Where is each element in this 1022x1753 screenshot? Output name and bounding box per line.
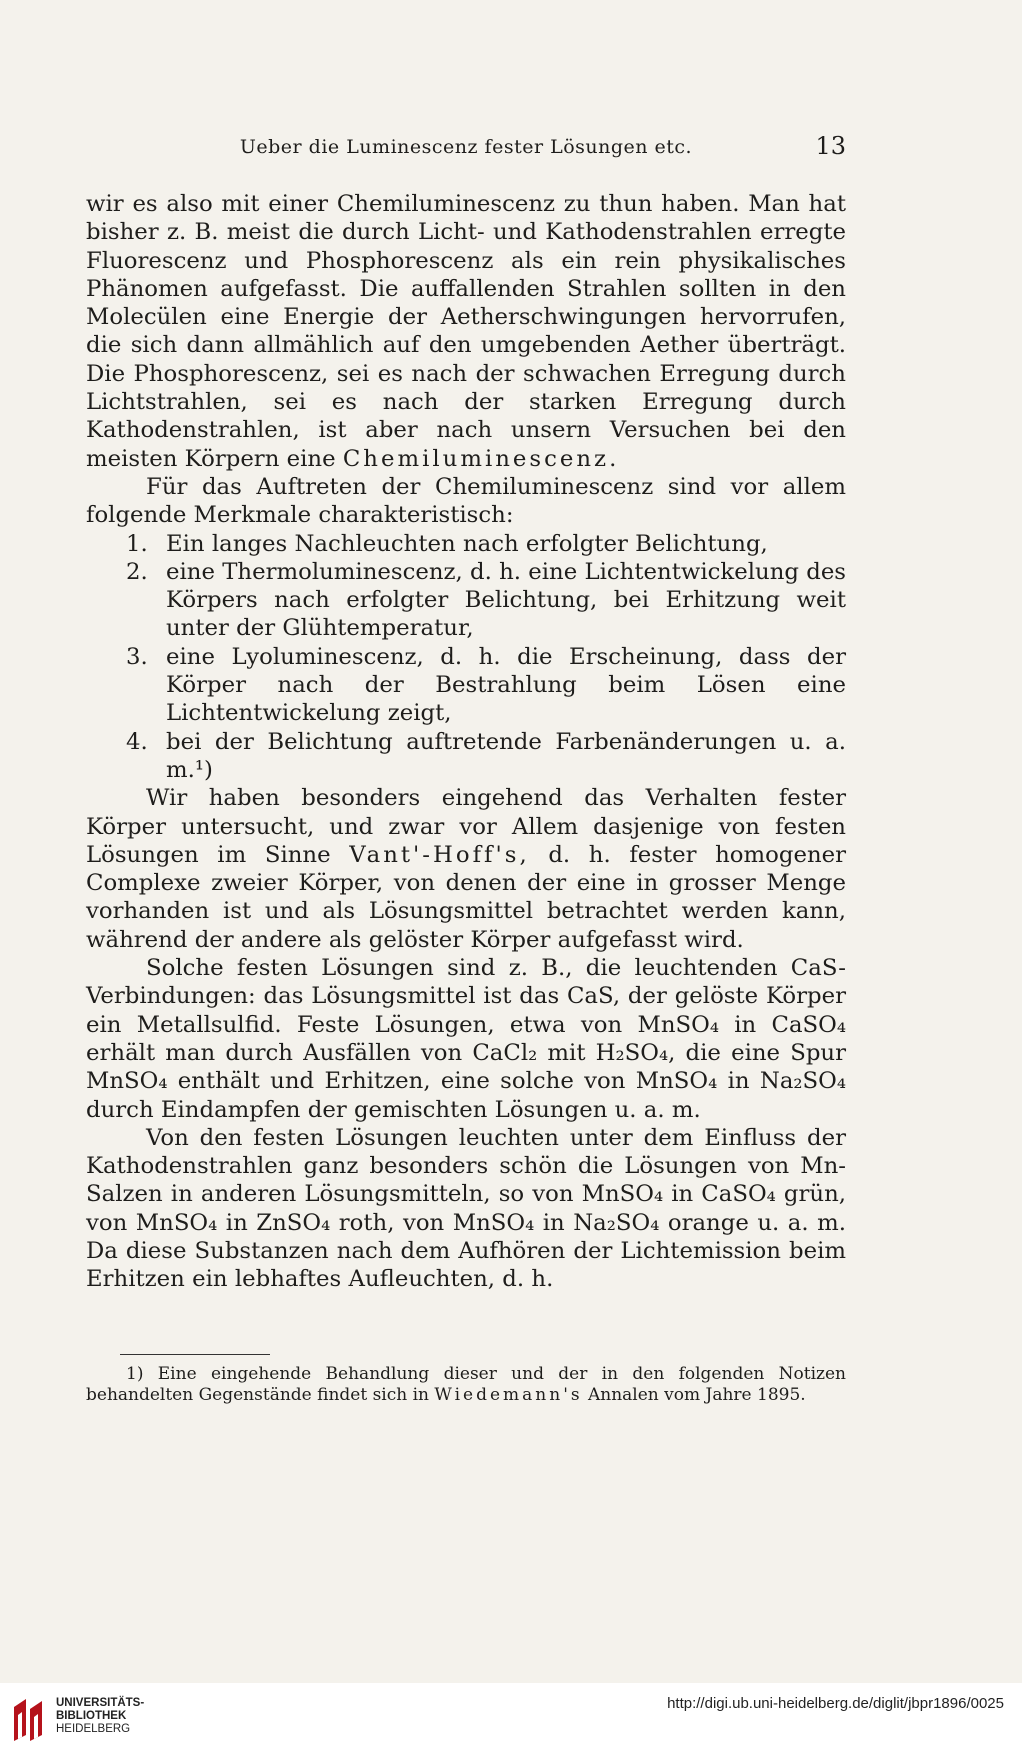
footnote [86,1364,846,1406]
page-number: 13 [815,132,846,160]
list-number: 3. [126,643,148,670]
library-logo-icon [10,1695,46,1743]
list-item [86,643,846,728]
footnote-part: Annalen vom Jahre 1895. [588,1385,806,1405]
list-item [86,558,846,643]
library-name-line: BIBLIOTHEK [56,1710,127,1722]
library-name-line: UNIVERSITÄTS- [56,1697,145,1709]
list-number: 1. [126,530,148,557]
paragraph: Von den festen Lösungen leuchten unter dem Einfluss der Kathodenstrahlen ganz besonders schön die Lösungen von Mn-Salzen in anderen Lösungsmitteln, so von MnSO₄ in CaSO₄ grün, von MnSO₄ in ZnSO₄ roth, von MnSO₄ in Na₂SO₄ orange u. a. m. Da diese Substanzen nach dem Aufhören der Lichtemission beim Erhitzen ein lebhaftes Aufleuchten, d. h. [86,1124,846,1293]
list-number: 2. [126,558,148,585]
list-text: eine Thermoluminescenz, d. h. eine Lichtentwickelung des Körpers nach erfolgter Belichtung, bei Erhitzung weit unter der Glühtemperatur, [166,558,847,642]
list-text: bei der Belichtung auftretende Farbenänderungen u. a. m.¹) [166,728,846,783]
running-title: Ueber die Luminescenz fester Lösungen etc. [239,136,693,158]
library-footer [0,1683,1022,1753]
paragraph-text: Wir haben besonders eingehend das Verhalten fester Körper untersucht, und zwar vor Allem dasjenige von festen Lösungen im Sinne [86,785,846,868]
spaced-term: Chemiluminescenz. [342,445,620,472]
list-item [86,728,846,785]
library-name-line: HEIDELBERG [56,1723,131,1735]
paragraph [86,784,846,954]
body-text [86,190,846,1294]
list-text: eine Lyoluminescenz, d. h. die Erscheinung, dass der Körper nach der Bestrahlung beim Lösen eine Lichtentwickelung zeigt, [166,643,846,727]
paragraph-text: d. h. fester homogener Complexe zweier Körper, von denen der eine in grosser Menge vorhanden ist und als Lösungsmittel betrachtet werden kann, während der andere als gelöster Körper aufgefasst wird. [86,841,847,953]
spaced-term: Wiedemann's [434,1385,583,1405]
library-name [56,1697,144,1736]
paragraph: Solche festen Lösungen sind z. B., die leuchtenden CaS-Verbindungen: das Lösungsmittel ist das CaS, der gelöste Körper ein Metallsulfid. Feste Lösungen, etwa von MnSO₄ in CaSO₄ erhält man durch Ausfällen von CaCl₂ mit H₂SO₄, die eine Spur MnSO₄ enthält und Erhitzen, eine solche von MnSO₄ in Na₂SO₄ durch Eindampfen der gemischten Lösungen u. a. m. [86,955,846,1123]
footnote-text [86,1364,846,1406]
list-number: 4. [126,728,148,755]
list-item [86,530,846,558]
paragraph [86,190,846,473]
list-text: Ein langes Nachleuchten nach erfolgter Belichtung, [166,530,768,557]
source-url-link[interactable]: http://digi.ub.uni-heidelberg.de/diglit/jbpr1896/0025 [667,1695,1004,1712]
footnote-divider [120,1354,270,1355]
paragraph: Für das Auftreten der Chemiluminescenz sind vor allem folgende Merkmale charakteristisch: [86,473,846,529]
feature-list [86,530,846,785]
footnote-part: 1) Eine eingehende Behandlung dieser und der in den folgenden Notizen behandelten Gegenstände findet sich in [86,1364,846,1405]
paragraph-text: wir es also mit einer Chemiluminescenz zu thun haben. Man hat bisher z. B. meist die durch Licht- und Kathodenstrahlen erregte Fluorescenz und Phosphorescenz als ein rein physikalisches Phänomen aufgefasst. Die auffallenden Strahlen sollten in den Molecülen eine Energie der Aetherschwingungen hervorrufen, die sich dann allmählich auf den umgebenden Aether überträgt. Die Phosphorescenz, sei es nach der schwachen Erregung durch Lichtstrahlen, sei es nach der starken Erregung durch Kathodenstrahlen, ist aber nach unsern Versuchen bei den meisten Körpern eine [86,191,846,472]
spaced-term: Vant'-Hoff's, [349,841,530,868]
running-header [86,132,846,168]
